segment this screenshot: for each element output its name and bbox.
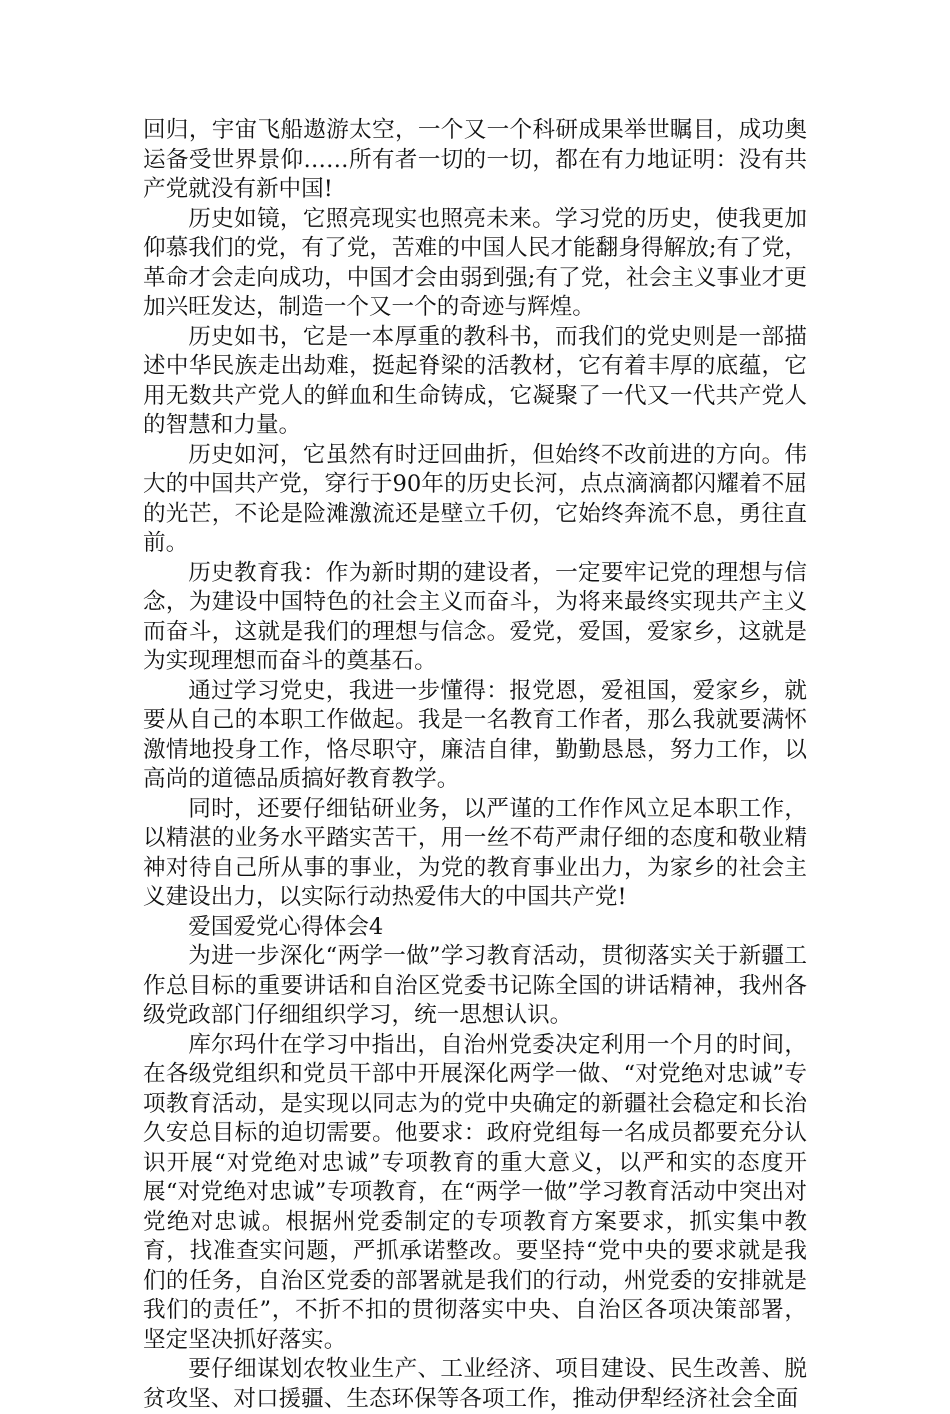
paragraph-planning: 要仔细谋划农牧业生产、工业经济、项目建设、民生改善、脱贫攻坚、对口援疆、生态环保等各项工作，推动伊犁经济社会全面	[143, 1356, 807, 1412]
paragraph-deepen-study: 为进一步深化“两学一做”学习教育活动，贯彻落实关于新疆工作总目标的重要讲话和自治区党委书记陈全国的讲话精神，我州各级党政部门仔细组织学习，统一思想认识。	[143, 943, 807, 1028]
paragraph-history-book: 历史如书，它是一本厚重的教科书，而我们的党史则是一部描述中华民族走出劫难，挺起脊梁的活教材，它有着丰厚的底蕴，它用无数共产党人的鲜血和生命铸成，它凝聚了一代又一代共产党人的智慧和力量。	[143, 323, 807, 438]
paragraph-meanwhile: 同时，还要仔细钻研业务，以严谨的工作作风立足本职工作，以精湛的业务水平踏实苦干，用一丝不苟严肃仔细的态度和敬业精神对待自己所从事的事业，为党的教育事业出力，为家乡的社会主义建设出力，以实际行动热爱伟大的中国共产党!	[143, 795, 807, 910]
paragraph-history-education: 历史教育我：作为新时期的建设者，一定要牢记党的理想与信念，为建设中国特色的社会主义而奋斗，为将来最终实现共产主义而奋斗，这就是我们的理想与信念。爱党，爱国，爱家乡，这就是为实现理想而奋斗的奠基石。	[143, 559, 807, 674]
paragraph-history-river: 历史如河，它虽然有时迂回曲折，但始终不改前进的方向。伟大的中国共产党，穿行于90年的历史长河，点点滴滴都闪耀着不屈的光芒，不论是险滩激流还是壁立千仞，它始终奔流不息，勇往直前。	[143, 441, 807, 556]
paragraph-continuation: 回归，宇宙飞船遨游太空，一个又一个科研成果举世瞩目，成功奥运备受世界景仰……所有者一切的一切，都在有力地证明：没有共产党就没有新中国!	[143, 117, 807, 202]
paragraph-history-mirror: 历史如镜，它照亮现实也照亮未来。学习党的历史，使我更加仰慕我们的党，有了党，苦难的中国人民才能翻身得解放;有了党，革命才会走向成功，中国才会由弱到强;有了党，社会主义事业才更加兴旺发达，制造一个又一个的奇迹与辉煌。	[143, 205, 807, 320]
section-heading: 爱国爱党心得体会4	[188, 913, 384, 940]
document-page	[143, 116, 807, 1414]
paragraph-kurmash: 库尔玛什在学习中指出，自治州党委决定利用一个月的时间，在各级党组织和党员干部中开展深化两学一做、“对党绝对忠诚”专项教育活动，是实现以同志为的党中央确定的新疆社会稳定和长治久安总目标的迫切需要。他要求：政府党组每一名成员都要充分认识开展“对党绝对忠诚”专项教育的重大意义，以严和实的态度开展“对党绝对忠诚”专项教育，在“两学一做”学习教育活动中突出对党绝对忠诚。根据州党委制定的专项教育方案要求，抓实集中教育，找准查实问题，严抓承诺整改。要坚持“党中央的要求就是我们的任务，自治区党委的部署就是我们的行动，州党委的安排就是我们的责任”，不折不扣的贯彻落实中央、自治区各项决策部署，坚定坚决抓好落实。	[143, 1031, 807, 1353]
paragraph-study-party-history: 通过学习党史，我进一步懂得：报党恩，爱祖国，爱家乡，就要从自己的本职工作做起。我是一名教育工作者，那么我就要满怀激情地投身工作，恪尽职守，廉洁自律，勤勤恳恳，努力工作，以高尚的道德品质搞好教育教学。	[143, 677, 807, 792]
